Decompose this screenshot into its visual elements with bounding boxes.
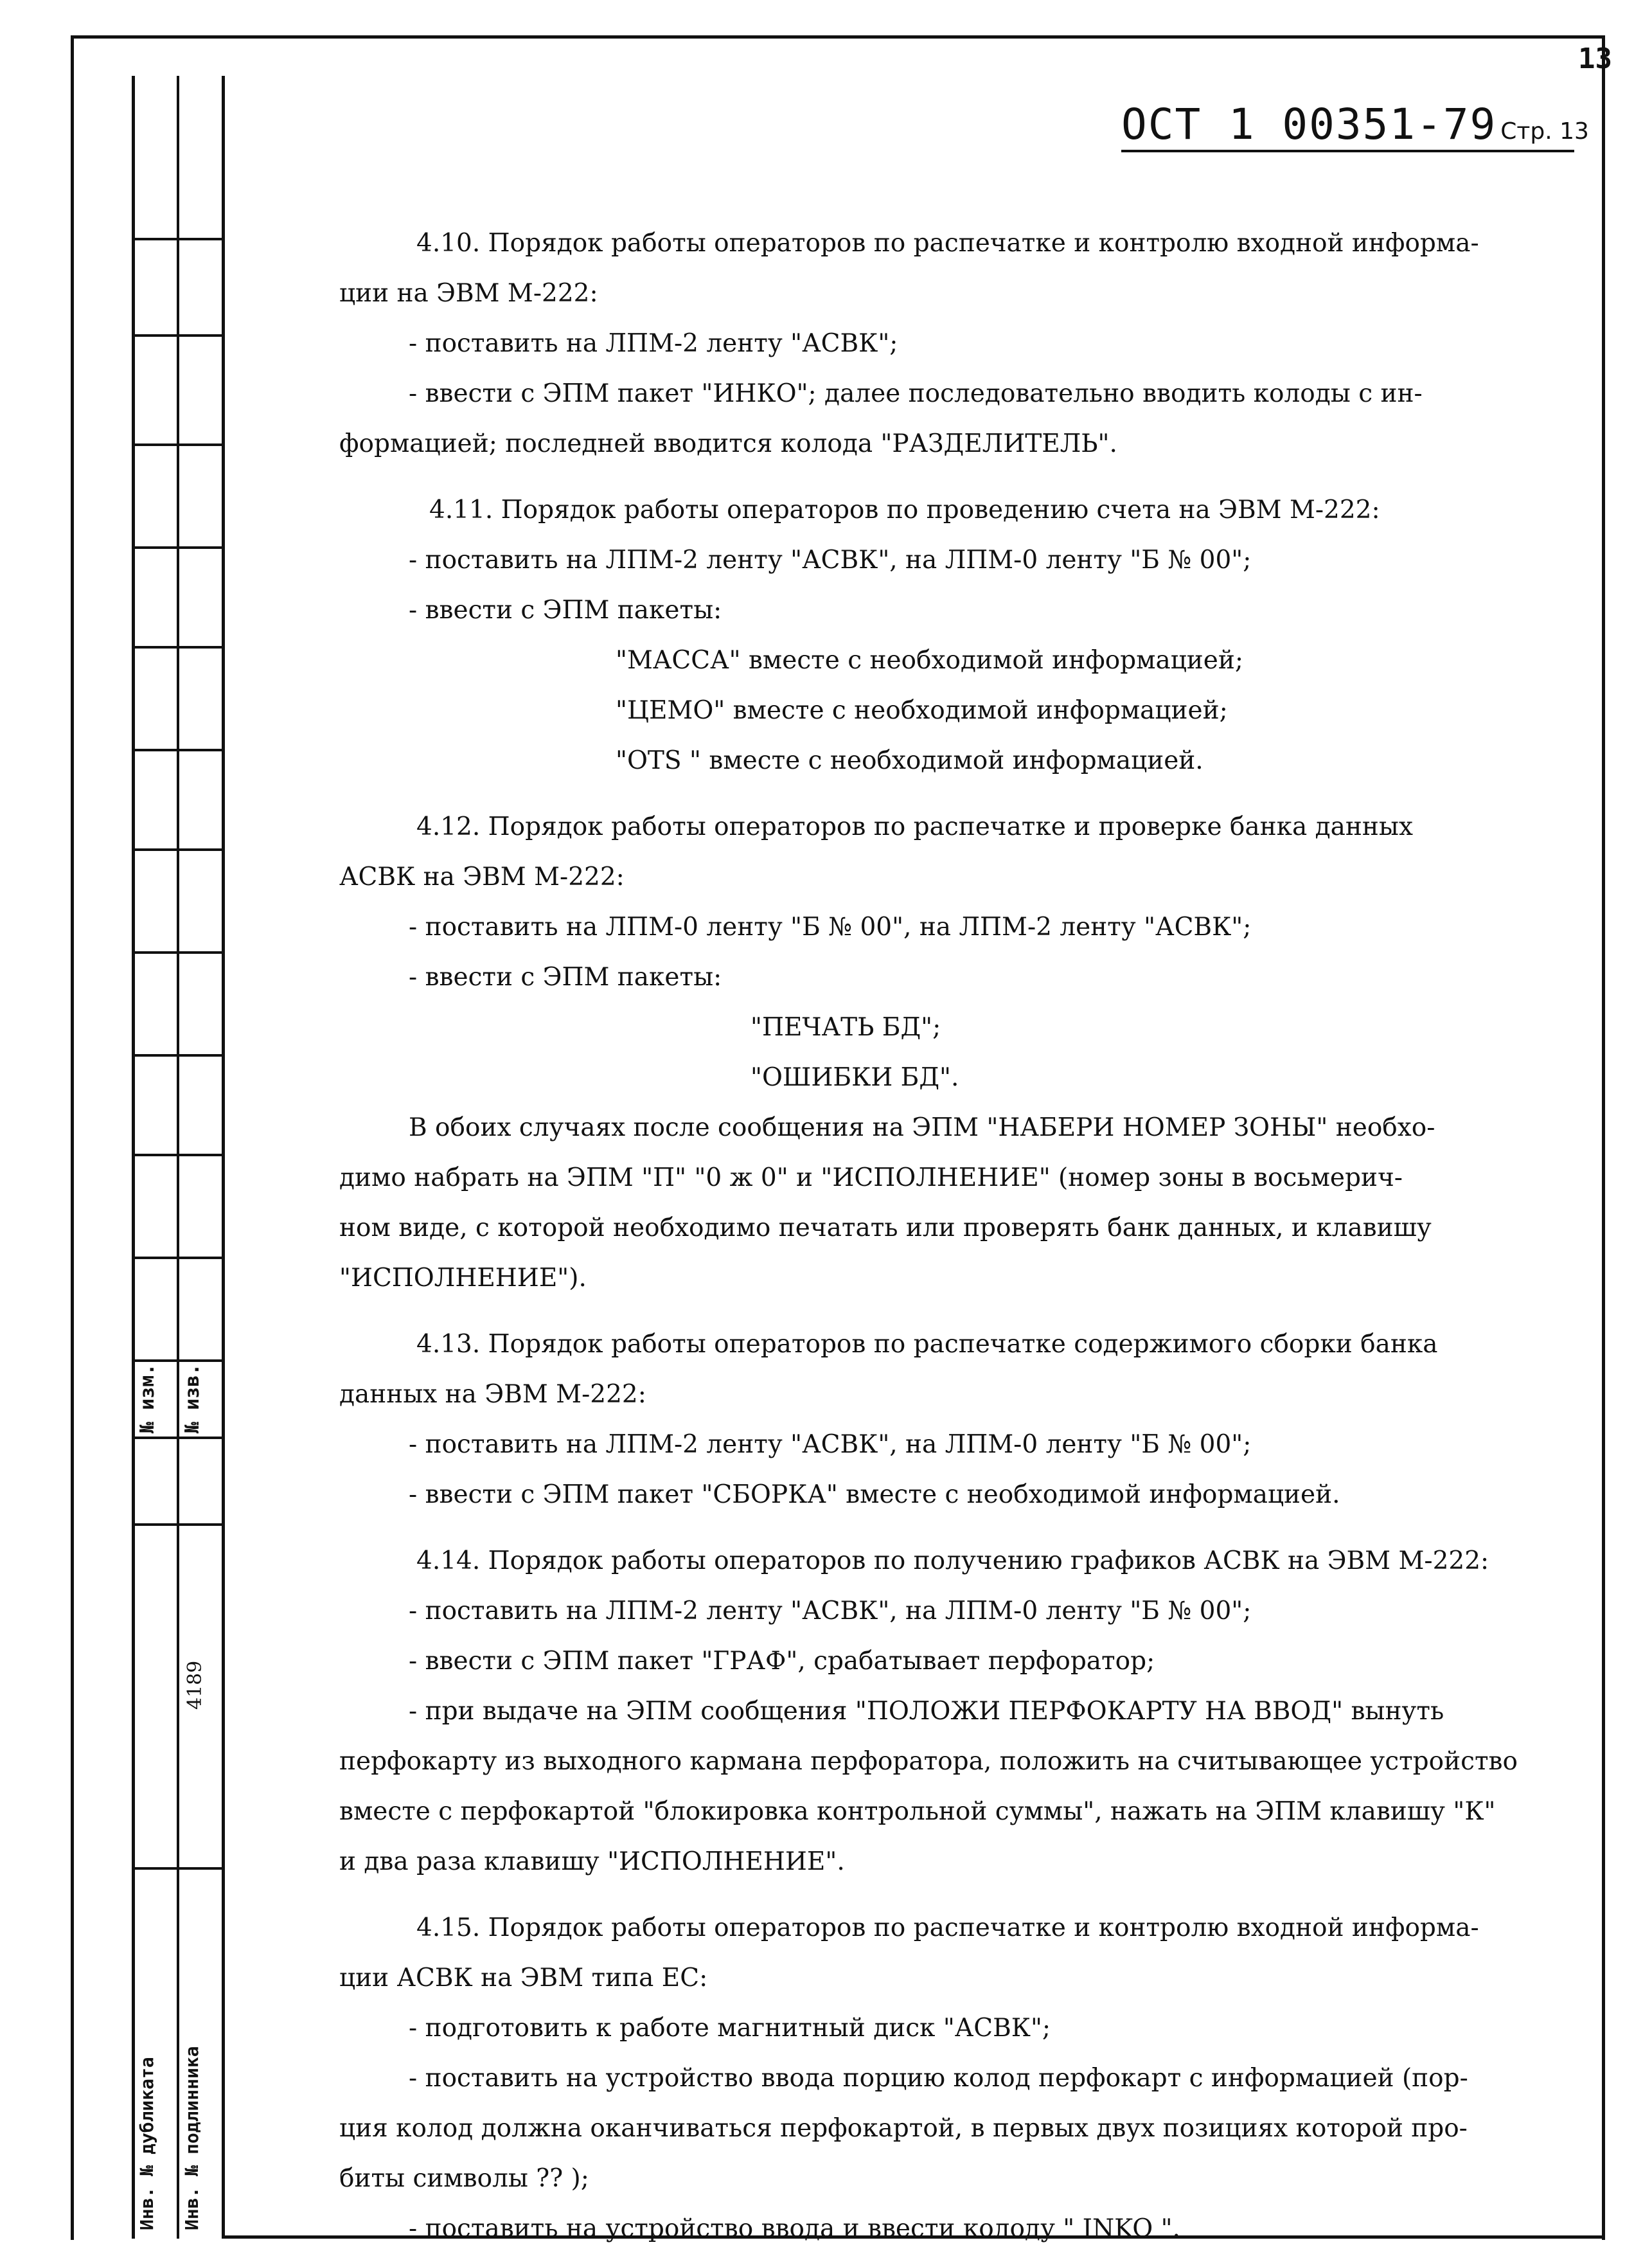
text-line: 4.15. Порядок работы операторов по распечатке и контролю входной информа- <box>416 1913 1479 1942</box>
side-strip-line <box>132 749 225 751</box>
text-line: 4.11. Порядок работы операторов по проведению счета на ЭВМ М-222: <box>429 496 1380 524</box>
text-line: - поставить на ЛПМ-2 ленту "АСВК", на ЛПМ-0 ленту "Б № 00"; <box>409 1430 1252 1459</box>
document-body <box>339 219 1547 2254</box>
text-line: 4.13. Порядок работы операторов по распечатке содержимого сборки банка <box>416 1330 1438 1359</box>
text-line: ции на ЭВМ М-222: <box>339 279 598 308</box>
text-line: ном виде, с которой необходимо печатать или проверять банк данных, и клавишу <box>339 1213 1432 1242</box>
text-line: димо набрать на ЭПМ "П" "0 ж 0" и "ИСПОЛНЕНИЕ" (номер зоны в восьмерич- <box>339 1163 1403 1192</box>
text-line: и два раза клавишу "ИСПОЛНЕНИЕ". <box>339 1847 845 1876</box>
text-line: ция колод должна оканчиваться перфокартой, в первых двух позициях которой про- <box>339 2114 1468 2143</box>
text-line: - ввести с ЭПМ пакеты: <box>409 963 722 992</box>
text-line: вместе с перфокартой "блокировка контрольной суммы", нажать на ЭПМ клавишу "К" <box>339 1797 1496 1826</box>
text-line: - поставить на ЛПМ-2 ленту "АСВК", на ЛПМ-0 ленту "Б № 00"; <box>409 546 1252 575</box>
standard-code: ОСТ 1 00351-79 <box>1121 100 1497 149</box>
label-inv-dubl: Инв. № дубликата <box>136 2057 157 2230</box>
text-line: - ввести с ЭПМ пакеты: <box>409 596 722 625</box>
label-number: 4189 <box>184 1660 206 1710</box>
text-line: перфокарту из выходного кармана перфоратора, положить на считывающее устройство <box>339 1747 1518 1776</box>
side-strip-line <box>132 1359 225 1362</box>
side-strip-line <box>132 1437 225 1439</box>
side-strip-line <box>132 848 225 851</box>
text-line: - при выдаче на ЭПМ сообщения "ПОЛОЖИ ПЕРФОКАРТУ НА ВВОД" вынуть <box>409 1697 1444 1726</box>
text-line: "ИСПОЛНЕНИЕ"). <box>339 1264 587 1293</box>
text-line: АСВК на ЭВМ М-222: <box>339 863 625 891</box>
page-number: 13 <box>1578 42 1612 75</box>
text-line: - ввести с ЭПМ пакет "ИНКО"; далее последовательно вводить колоды с ин- <box>409 379 1423 408</box>
side-strip-line <box>132 443 225 446</box>
text-line: "ПЕЧАТЬ БД"; <box>751 1013 941 1042</box>
text-line: - поставить на устройство ввода и ввести колоду " INKO ". <box>409 2214 1180 2243</box>
text-line: - поставить на ЛПМ-2 ленту "АСВК"; <box>409 329 898 358</box>
side-strip-line <box>132 546 225 549</box>
text-line: - ввести с ЭПМ пакет "ГРАФ", срабатывает перфоратор; <box>409 1647 1155 1676</box>
text-line: формацией; последней вводится колода "РАЗДЕЛИТЕЛЬ". <box>339 429 1117 458</box>
side-strip-line <box>132 1523 225 1526</box>
text-line: "МАССА" вместе с необходимой информацией; <box>616 646 1244 675</box>
label-izv-no: № изв. <box>181 1363 204 1433</box>
text-line: ции АСВК на ЭВМ типа ЕС: <box>339 1964 708 1992</box>
side-strip-line <box>132 334 225 337</box>
text-line: биты символы ?? ); <box>339 2164 589 2193</box>
text-line: данных на ЭВМ М-222: <box>339 1380 646 1409</box>
text-line: - поставить на ЛПМ-2 ленту "АСВК", на ЛПМ-0 ленту "Б № 00"; <box>409 1597 1252 1625</box>
side-strip-line <box>132 646 225 649</box>
text-line: "ОШИБКИ БД". <box>751 1063 959 1092</box>
text-line: - ввести с ЭПМ пакет "СБОРКА" вместе с необходимой информацией. <box>409 1480 1340 1509</box>
side-strip-line <box>132 1867 225 1870</box>
side-strip-line <box>132 1054 225 1057</box>
text-line: "OTS " вместе с необходимой информацией. <box>616 746 1203 775</box>
text-line: 4.12. Порядок работы операторов по распечатке и проверке банка данных <box>416 812 1413 841</box>
standard-header <box>1121 100 1589 152</box>
text-line: "ЦЕМО" вместе с необходимой информацией; <box>616 696 1228 725</box>
text-line: - подготовить к работе магнитный диск "АСВК"; <box>409 2014 1051 2043</box>
text-line: - поставить на устройство ввода порцию колод перфокарт с информацией (пор- <box>409 2064 1468 2093</box>
side-strip-line <box>132 1154 225 1156</box>
label-inv-podl: Инв. № подлинника <box>181 2046 202 2230</box>
header-page-label: Стр. 13 <box>1500 118 1589 145</box>
side-strip-line <box>132 951 225 954</box>
side-strip-divider <box>177 76 179 2239</box>
side-strip-line <box>132 238 225 240</box>
side-strip-line <box>132 1257 225 1259</box>
text-line: - поставить на ЛПМ-0 ленту "Б № 00", на ЛПМ-2 ленту "АСВК"; <box>409 913 1252 942</box>
text-line: 4.10. Порядок работы операторов по распечатке и контролю входной информа- <box>416 229 1479 258</box>
text-line: В обоих случаях после сообщения на ЭПМ "НАБЕРИ НОМЕР ЗОНЫ" необхо- <box>409 1113 1435 1142</box>
text-line: 4.14. Порядок работы операторов по получению графиков АСВК на ЭВМ М-222: <box>416 1546 1489 1575</box>
label-izm-no: № изм. <box>136 1363 159 1433</box>
